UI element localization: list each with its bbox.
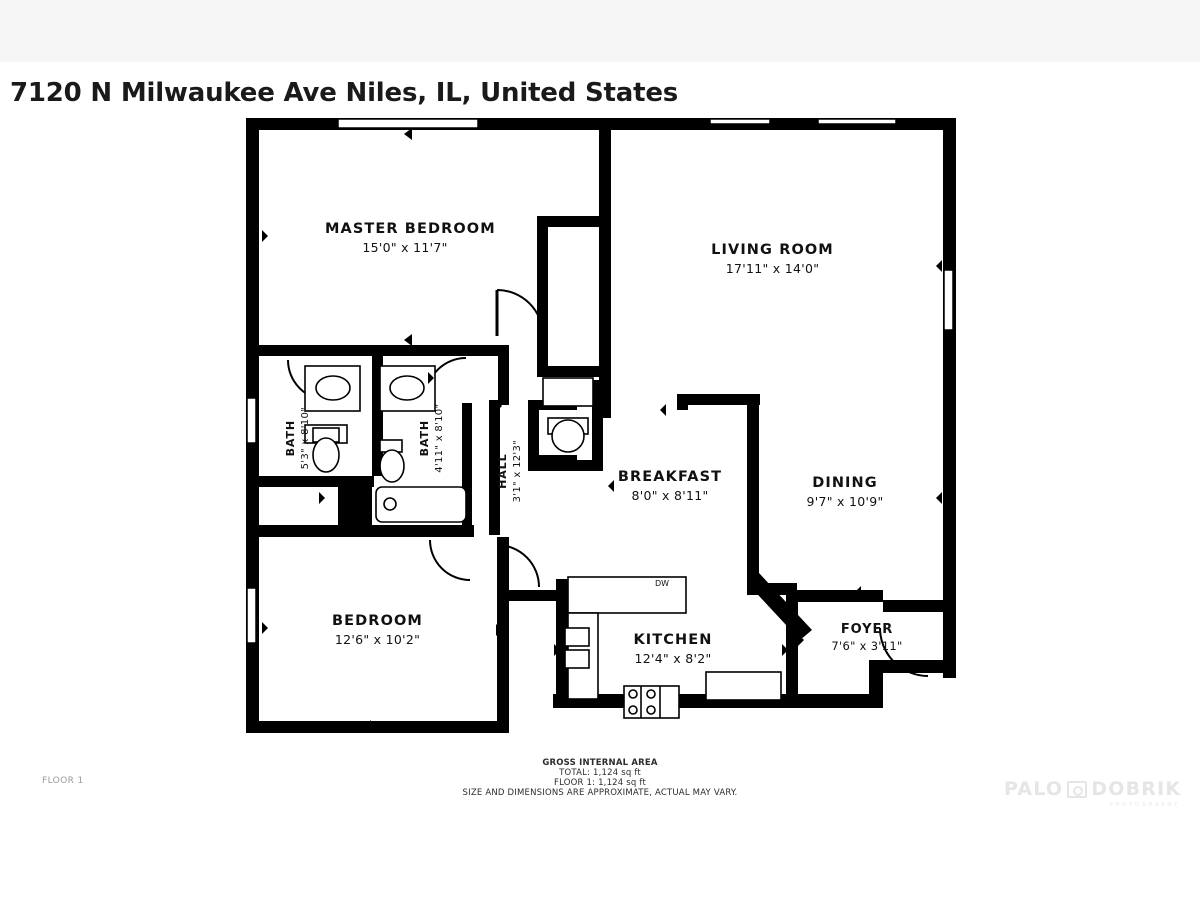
- room-dimension: 9'7" x 10'9": [806, 493, 884, 509]
- room-dimension: 8'0" x 8'11": [631, 487, 709, 503]
- room-name: KITCHEN: [633, 632, 713, 648]
- room-name: FOYER: [840, 622, 894, 637]
- gross-area-heading: GROSS INTERNAL AREA: [542, 758, 658, 768]
- watermark-text-left: PALO: [1004, 777, 1064, 800]
- page-title: 7120 N Milwaukee Ave Niles, IL, United States: [10, 78, 679, 108]
- room-name: BATH: [283, 420, 297, 457]
- room-name: LIVING ROOM: [711, 242, 834, 258]
- room-name: BATH: [417, 420, 431, 457]
- room-dimension: 4'11" x 8'10": [433, 403, 445, 473]
- watermark-text-right: DOBRIK: [1091, 777, 1182, 800]
- kitchen-dishwasher-label: [655, 579, 669, 588]
- total-area: TOTAL: 1,124 sq ft: [559, 768, 641, 778]
- room-dimension: 3'1" x 12'3": [511, 439, 523, 503]
- room-dimension: 12'4" x 8'2": [634, 650, 712, 666]
- room-name: BEDROOM: [332, 613, 423, 629]
- floor-1-area: FLOOR 1: 1,124 sq ft: [553, 778, 647, 788]
- room-name: MASTER BEDROOM: [325, 221, 496, 237]
- room-name: DINING: [812, 475, 878, 491]
- camera-icon: [1067, 781, 1087, 798]
- floor-label: FLOOR 1: [42, 776, 84, 786]
- room-dimension: 15'0" x 11'7": [362, 239, 448, 255]
- watermark-subtitle: PHOTOGRAPHY: [1109, 802, 1180, 808]
- room-dimension: 7'6" x 3'11": [831, 638, 903, 653]
- disclaimer: SIZE AND DIMENSIONS ARE APPROXIMATE, ACTUAL MAY VARY.: [462, 788, 738, 798]
- room-dimension: 12'6" x 10'2": [334, 631, 421, 647]
- room-name: BREAKFAST: [617, 469, 723, 485]
- room-dimension: 17'11" x 14'0": [725, 260, 820, 276]
- room-name: HALL: [495, 453, 509, 489]
- room-dimension: 5'3" x 8'10": [299, 406, 311, 470]
- svg-text:DW: DW: [655, 579, 670, 588]
- watermark-logo: [1004, 772, 1182, 806]
